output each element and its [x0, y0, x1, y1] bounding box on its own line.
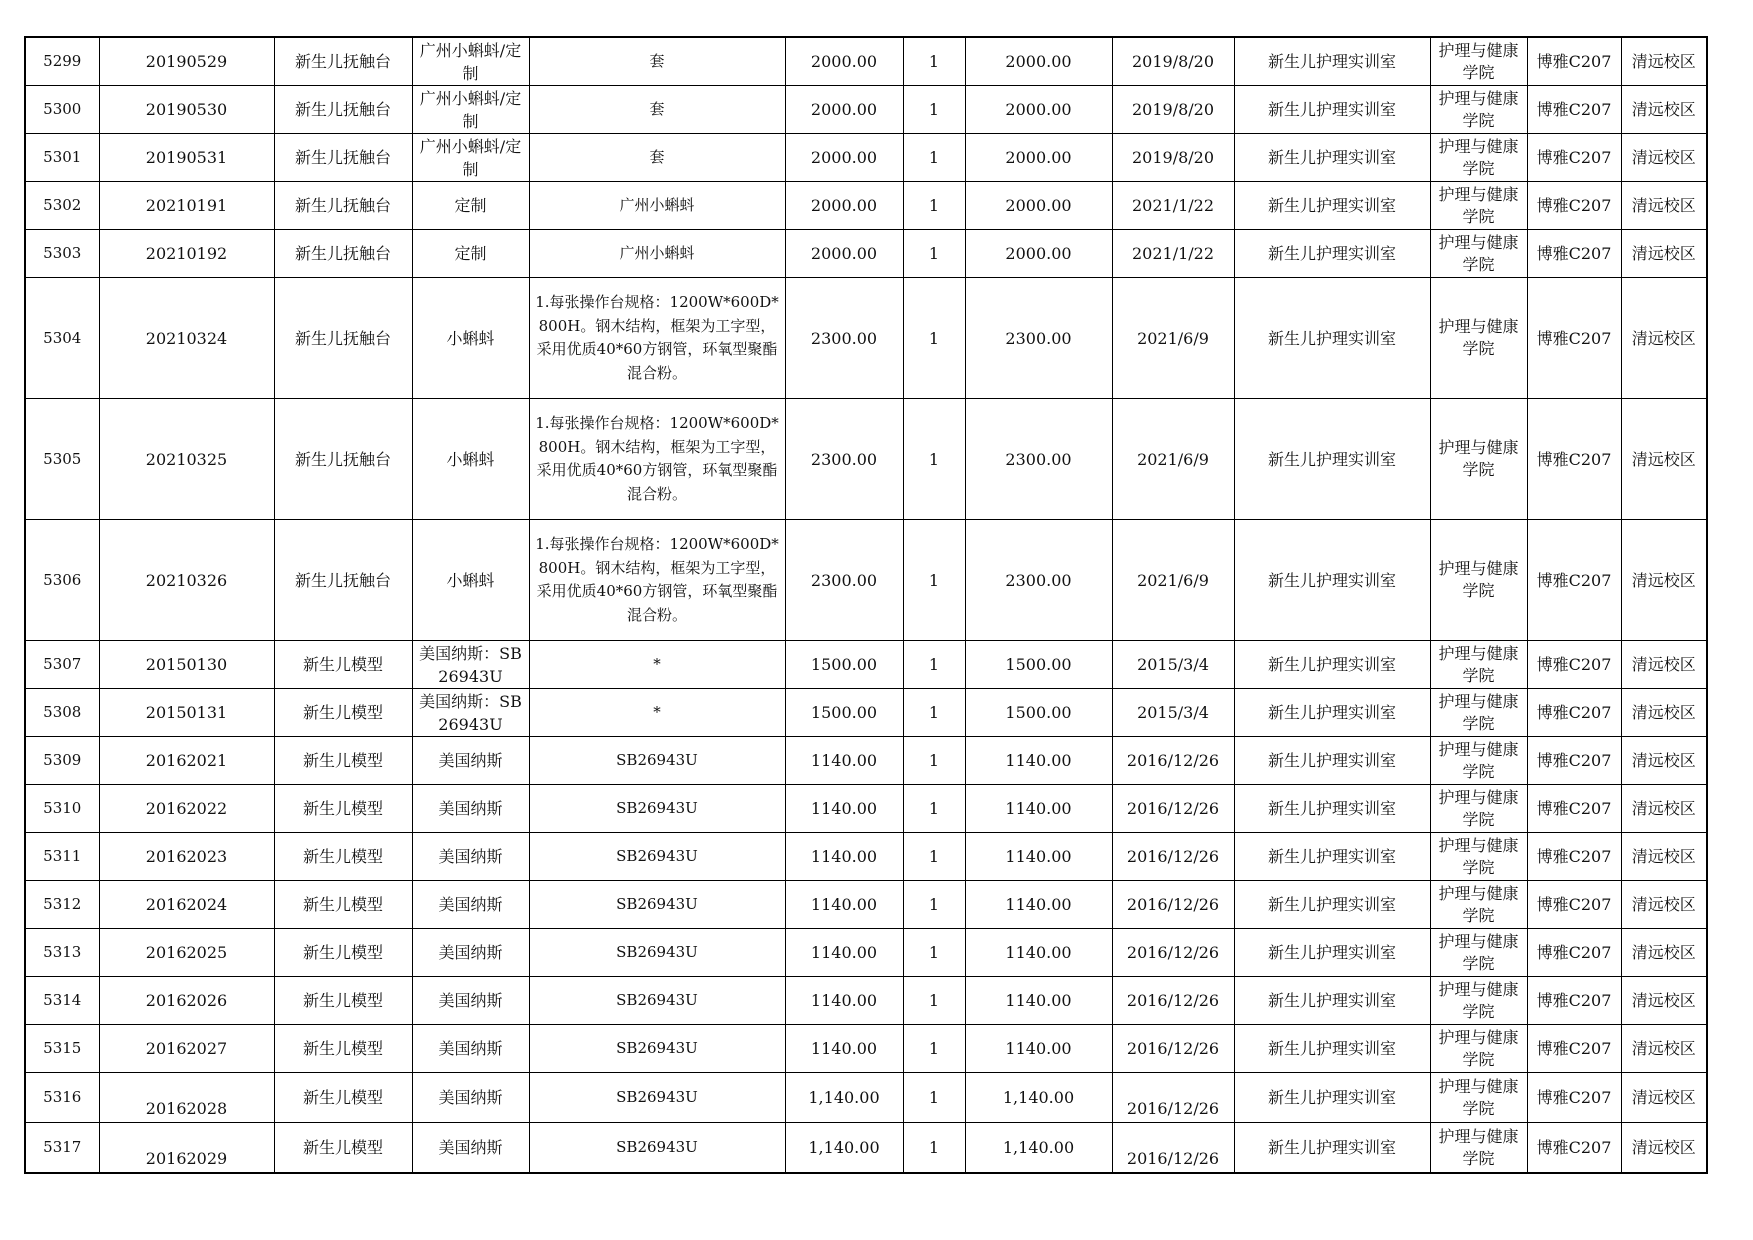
cell-name: 新生儿抚触台	[274, 399, 412, 520]
cell-asset-no: 20162029	[99, 1123, 274, 1174]
cell-lab-room: 新生儿护理实训室	[1234, 86, 1430, 134]
cell-name: 新生儿抚触台	[274, 520, 412, 641]
cell-campus: 清远校区	[1621, 1123, 1707, 1174]
cell-seq: 5309	[25, 737, 99, 785]
cell-campus: 清远校区	[1621, 977, 1707, 1025]
table-row	[25, 1073, 1707, 1123]
cell-name: 新生儿抚触台	[274, 37, 412, 86]
cell-location: 博雅C207	[1527, 134, 1621, 182]
cell-unit-price: 1140.00	[785, 881, 903, 929]
cell-lab-room: 新生儿护理实训室	[1234, 399, 1430, 520]
cell-asset-no: 20162026	[99, 977, 274, 1025]
cell-location: 博雅C207	[1527, 689, 1621, 737]
cell-lab-room: 新生儿护理实训室	[1234, 520, 1430, 641]
cell-campus: 清远校区	[1621, 182, 1707, 230]
cell-location: 博雅C207	[1527, 641, 1621, 689]
cell-quantity: 1	[903, 785, 965, 833]
cell-seq: 5317	[25, 1123, 99, 1174]
cell-purchase-date: 2019/8/20	[1112, 134, 1234, 182]
cell-quantity: 1	[903, 134, 965, 182]
cell-campus: 清远校区	[1621, 929, 1707, 977]
cell-college: 护理与健康学院	[1430, 833, 1527, 881]
cell-lab-room: 新生儿护理实训室	[1234, 737, 1430, 785]
cell-purchase-date: 2016/12/26	[1112, 737, 1234, 785]
cell-college: 护理与健康学院	[1430, 37, 1527, 86]
cell-campus: 清远校区	[1621, 399, 1707, 520]
cell-brand: 美国纳斯：SB26943U	[412, 641, 529, 689]
cell-name: 新生儿模型	[274, 737, 412, 785]
cell-unit-price: 1500.00	[785, 689, 903, 737]
cell-model-spec: SB26943U	[529, 929, 785, 977]
cell-campus: 清远校区	[1621, 833, 1707, 881]
cell-model-spec: 套	[529, 134, 785, 182]
cell-amount: 1140.00	[965, 833, 1112, 881]
cell-quantity: 1	[903, 929, 965, 977]
table-row	[25, 785, 1707, 833]
cell-name: 新生儿抚触台	[274, 86, 412, 134]
cell-quantity: 1	[903, 1123, 965, 1174]
cell-lab-room: 新生儿护理实训室	[1234, 641, 1430, 689]
cell-campus: 清远校区	[1621, 1073, 1707, 1123]
cell-name: 新生儿模型	[274, 1123, 412, 1174]
cell-purchase-date: 2016/12/26	[1112, 881, 1234, 929]
cell-brand: 广州小蝌蚪/定制	[412, 37, 529, 86]
cell-amount: 2000.00	[965, 37, 1112, 86]
cell-unit-price: 1500.00	[785, 641, 903, 689]
cell-college: 护理与健康学院	[1430, 86, 1527, 134]
cell-lab-room: 新生儿护理实训室	[1234, 1073, 1430, 1123]
cell-model-spec: SB26943U	[529, 1123, 785, 1174]
cell-name: 新生儿模型	[274, 833, 412, 881]
cell-brand: 美国纳斯	[412, 881, 529, 929]
cell-college: 护理与健康学院	[1430, 641, 1527, 689]
cell-brand: 美国纳斯	[412, 1123, 529, 1174]
cell-campus: 清远校区	[1621, 785, 1707, 833]
cell-unit-price: 1140.00	[785, 833, 903, 881]
table-row	[25, 230, 1707, 278]
cell-college: 护理与健康学院	[1430, 278, 1527, 399]
table-row	[25, 520, 1707, 641]
cell-college: 护理与健康学院	[1430, 929, 1527, 977]
cell-seq: 5313	[25, 929, 99, 977]
cell-unit-price: 2300.00	[785, 520, 903, 641]
table-row	[25, 689, 1707, 737]
cell-name: 新生儿模型	[274, 881, 412, 929]
cell-purchase-date: 2021/6/9	[1112, 520, 1234, 641]
table-row	[25, 929, 1707, 977]
table-row	[25, 737, 1707, 785]
cell-name: 新生儿模型	[274, 1025, 412, 1073]
cell-purchase-date: 2021/6/9	[1112, 278, 1234, 399]
cell-location: 博雅C207	[1527, 37, 1621, 86]
cell-asset-no: 20150130	[99, 641, 274, 689]
cell-model-spec: 广州小蝌蚪	[529, 230, 785, 278]
cell-seq: 5315	[25, 1025, 99, 1073]
table-row	[25, 641, 1707, 689]
cell-purchase-date: 2019/8/20	[1112, 37, 1234, 86]
cell-name: 新生儿抚触台	[274, 134, 412, 182]
cell-purchase-date: 2015/3/4	[1112, 641, 1234, 689]
cell-amount: 1140.00	[965, 1025, 1112, 1073]
cell-asset-no: 20210191	[99, 182, 274, 230]
cell-model-spec: 套	[529, 37, 785, 86]
cell-seq: 5308	[25, 689, 99, 737]
cell-campus: 清远校区	[1621, 1025, 1707, 1073]
cell-name: 新生儿模型	[274, 785, 412, 833]
cell-brand: 美国纳斯：SB26943U	[412, 689, 529, 737]
cell-unit-price: 1,140.00	[785, 1123, 903, 1174]
cell-seq: 5300	[25, 86, 99, 134]
cell-campus: 清远校区	[1621, 689, 1707, 737]
cell-purchase-date: 2016/12/26	[1112, 929, 1234, 977]
cell-campus: 清远校区	[1621, 86, 1707, 134]
cell-quantity: 1	[903, 182, 965, 230]
cell-model-spec: 1.每张操作台规格：1200W*600D*800H。钢木结构，框架为工字型，采用优质40*60方钢管，环氧型聚酯混合粉。	[529, 520, 785, 641]
cell-asset-no: 20190531	[99, 134, 274, 182]
cell-quantity: 1	[903, 399, 965, 520]
cell-seq: 5307	[25, 641, 99, 689]
cell-seq: 5302	[25, 182, 99, 230]
table-row	[25, 37, 1707, 86]
cell-unit-price: 1140.00	[785, 737, 903, 785]
cell-model-spec: SB26943U	[529, 1073, 785, 1123]
cell-purchase-date: 2016/12/26	[1112, 977, 1234, 1025]
cell-unit-price: 1140.00	[785, 929, 903, 977]
cell-location: 博雅C207	[1527, 278, 1621, 399]
cell-model-spec: SB26943U	[529, 833, 785, 881]
cell-brand: 美国纳斯	[412, 785, 529, 833]
cell-amount: 2000.00	[965, 182, 1112, 230]
cell-unit-price: 2300.00	[785, 278, 903, 399]
cell-unit-price: 2000.00	[785, 134, 903, 182]
cell-location: 博雅C207	[1527, 929, 1621, 977]
cell-seq: 5312	[25, 881, 99, 929]
cell-seq: 5305	[25, 399, 99, 520]
cell-lab-room: 新生儿护理实训室	[1234, 785, 1430, 833]
cell-amount: 1140.00	[965, 737, 1112, 785]
cell-amount: 1140.00	[965, 785, 1112, 833]
table-body	[25, 37, 1707, 1173]
cell-purchase-date: 2019/8/20	[1112, 86, 1234, 134]
cell-location: 博雅C207	[1527, 1123, 1621, 1174]
cell-quantity: 1	[903, 520, 965, 641]
cell-name: 新生儿模型	[274, 689, 412, 737]
cell-amount: 1140.00	[965, 977, 1112, 1025]
cell-quantity: 1	[903, 37, 965, 86]
cell-location: 博雅C207	[1527, 86, 1621, 134]
cell-unit-price: 1140.00	[785, 977, 903, 1025]
cell-location: 博雅C207	[1527, 737, 1621, 785]
cell-college: 护理与健康学院	[1430, 1123, 1527, 1174]
cell-unit-price: 1140.00	[785, 1025, 903, 1073]
cell-college: 护理与健康学院	[1430, 182, 1527, 230]
cell-lab-room: 新生儿护理实训室	[1234, 134, 1430, 182]
cell-amount: 2300.00	[965, 399, 1112, 520]
cell-model-spec: 1.每张操作台规格：1200W*600D*800H。钢木结构，框架为工字型，采用优质40*60方钢管，环氧型聚酯混合粉。	[529, 278, 785, 399]
cell-purchase-date: 2016/12/26	[1112, 785, 1234, 833]
cell-model-spec: SB26943U	[529, 785, 785, 833]
cell-unit-price: 1140.00	[785, 785, 903, 833]
cell-brand: 广州小蝌蚪/定制	[412, 134, 529, 182]
cell-college: 护理与健康学院	[1430, 134, 1527, 182]
cell-brand: 小蝌蚪	[412, 399, 529, 520]
cell-seq: 5301	[25, 134, 99, 182]
cell-quantity: 1	[903, 737, 965, 785]
cell-location: 博雅C207	[1527, 520, 1621, 641]
cell-unit-price: 1,140.00	[785, 1073, 903, 1123]
cell-purchase-date: 2016/12/26	[1112, 833, 1234, 881]
table-row	[25, 881, 1707, 929]
table-row	[25, 86, 1707, 134]
cell-college: 护理与健康学院	[1430, 737, 1527, 785]
cell-brand: 小蝌蚪	[412, 278, 529, 399]
cell-model-spec: *	[529, 689, 785, 737]
cell-lab-room: 新生儿护理实训室	[1234, 977, 1430, 1025]
cell-quantity: 1	[903, 977, 965, 1025]
cell-brand: 美国纳斯	[412, 833, 529, 881]
cell-lab-room: 新生儿护理实训室	[1234, 182, 1430, 230]
cell-seq: 5303	[25, 230, 99, 278]
cell-lab-room: 新生儿护理实训室	[1234, 881, 1430, 929]
asset-table	[24, 36, 1708, 1174]
cell-seq: 5310	[25, 785, 99, 833]
table-row	[25, 182, 1707, 230]
cell-location: 博雅C207	[1527, 881, 1621, 929]
cell-asset-no: 20190529	[99, 37, 274, 86]
cell-location: 博雅C207	[1527, 182, 1621, 230]
table-row	[25, 833, 1707, 881]
cell-lab-room: 新生儿护理实训室	[1234, 37, 1430, 86]
cell-seq: 5311	[25, 833, 99, 881]
cell-campus: 清远校区	[1621, 641, 1707, 689]
cell-location: 博雅C207	[1527, 1073, 1621, 1123]
cell-quantity: 1	[903, 1073, 965, 1123]
cell-name: 新生儿模型	[274, 641, 412, 689]
cell-purchase-date: 2021/6/9	[1112, 399, 1234, 520]
cell-campus: 清远校区	[1621, 230, 1707, 278]
cell-model-spec: 广州小蝌蚪	[529, 182, 785, 230]
cell-college: 护理与健康学院	[1430, 230, 1527, 278]
cell-asset-no: 20162022	[99, 785, 274, 833]
cell-seq: 5299	[25, 37, 99, 86]
cell-purchase-date: 2021/1/22	[1112, 182, 1234, 230]
cell-lab-room: 新生儿护理实训室	[1234, 1025, 1430, 1073]
table-row	[25, 399, 1707, 520]
cell-seq: 5314	[25, 977, 99, 1025]
cell-asset-no: 20162021	[99, 737, 274, 785]
table-row	[25, 977, 1707, 1025]
cell-brand: 广州小蝌蚪/定制	[412, 86, 529, 134]
cell-location: 博雅C207	[1527, 785, 1621, 833]
cell-asset-no: 20162024	[99, 881, 274, 929]
cell-campus: 清远校区	[1621, 278, 1707, 399]
cell-lab-room: 新生儿护理实训室	[1234, 230, 1430, 278]
cell-brand: 美国纳斯	[412, 1073, 529, 1123]
cell-model-spec: SB26943U	[529, 977, 785, 1025]
cell-brand: 美国纳斯	[412, 1025, 529, 1073]
table-row	[25, 278, 1707, 399]
cell-campus: 清远校区	[1621, 737, 1707, 785]
cell-quantity: 1	[903, 689, 965, 737]
cell-asset-no: 20210325	[99, 399, 274, 520]
cell-college: 护理与健康学院	[1430, 1025, 1527, 1073]
cell-name: 新生儿模型	[274, 977, 412, 1025]
cell-lab-room: 新生儿护理实训室	[1234, 833, 1430, 881]
cell-college: 护理与健康学院	[1430, 881, 1527, 929]
cell-name: 新生儿抚触台	[274, 278, 412, 399]
cell-lab-room: 新生儿护理实训室	[1234, 1123, 1430, 1174]
cell-asset-no: 20190530	[99, 86, 274, 134]
cell-college: 护理与健康学院	[1430, 520, 1527, 641]
table-row	[25, 1123, 1707, 1174]
cell-campus: 清远校区	[1621, 37, 1707, 86]
cell-amount: 1,140.00	[965, 1073, 1112, 1123]
cell-location: 博雅C207	[1527, 833, 1621, 881]
cell-quantity: 1	[903, 86, 965, 134]
cell-asset-no: 20210326	[99, 520, 274, 641]
cell-brand: 美国纳斯	[412, 977, 529, 1025]
cell-location: 博雅C207	[1527, 230, 1621, 278]
cell-name: 新生儿抚触台	[274, 230, 412, 278]
cell-campus: 清远校区	[1621, 134, 1707, 182]
cell-quantity: 1	[903, 1025, 965, 1073]
cell-model-spec: 1.每张操作台规格：1200W*600D*800H。钢木结构，框架为工字型，采用优质40*60方钢管，环氧型聚酯混合粉。	[529, 399, 785, 520]
cell-location: 博雅C207	[1527, 399, 1621, 520]
cell-brand: 定制	[412, 230, 529, 278]
cell-college: 护理与健康学院	[1430, 977, 1527, 1025]
cell-quantity: 1	[903, 641, 965, 689]
cell-asset-no: 20162025	[99, 929, 274, 977]
cell-name: 新生儿抚触台	[274, 182, 412, 230]
cell-name: 新生儿模型	[274, 929, 412, 977]
cell-purchase-date: 2021/1/22	[1112, 230, 1234, 278]
cell-purchase-date: 2015/3/4	[1112, 689, 1234, 737]
cell-lab-room: 新生儿护理实训室	[1234, 278, 1430, 399]
cell-amount: 2000.00	[965, 230, 1112, 278]
cell-location: 博雅C207	[1527, 1025, 1621, 1073]
cell-amount: 2300.00	[965, 278, 1112, 399]
cell-amount: 2000.00	[965, 86, 1112, 134]
cell-model-spec: SB26943U	[529, 737, 785, 785]
cell-college: 护理与健康学院	[1430, 689, 1527, 737]
cell-unit-price: 2000.00	[785, 230, 903, 278]
cell-lab-room: 新生儿护理实训室	[1234, 689, 1430, 737]
cell-amount: 1140.00	[965, 881, 1112, 929]
cell-quantity: 1	[903, 833, 965, 881]
cell-unit-price: 2000.00	[785, 37, 903, 86]
cell-brand: 美国纳斯	[412, 929, 529, 977]
cell-brand: 小蝌蚪	[412, 520, 529, 641]
table-row	[25, 134, 1707, 182]
cell-unit-price: 2000.00	[785, 86, 903, 134]
cell-college: 护理与健康学院	[1430, 1073, 1527, 1123]
cell-asset-no: 20162027	[99, 1025, 274, 1073]
cell-quantity: 1	[903, 278, 965, 399]
cell-lab-room: 新生儿护理实训室	[1234, 929, 1430, 977]
cell-seq: 5306	[25, 520, 99, 641]
cell-brand: 定制	[412, 182, 529, 230]
cell-asset-no: 20150131	[99, 689, 274, 737]
cell-amount: 2000.00	[965, 134, 1112, 182]
cell-amount: 1140.00	[965, 929, 1112, 977]
cell-asset-no: 20210324	[99, 278, 274, 399]
cell-seq: 5304	[25, 278, 99, 399]
cell-college: 护理与健康学院	[1430, 399, 1527, 520]
cell-college: 护理与健康学院	[1430, 785, 1527, 833]
cell-asset-no: 20162023	[99, 833, 274, 881]
cell-amount: 1500.00	[965, 641, 1112, 689]
cell-amount: 1,140.00	[965, 1123, 1112, 1174]
cell-model-spec: SB26943U	[529, 881, 785, 929]
cell-unit-price: 2300.00	[785, 399, 903, 520]
cell-model-spec: 套	[529, 86, 785, 134]
cell-quantity: 1	[903, 881, 965, 929]
cell-model-spec: SB26943U	[529, 1025, 785, 1073]
cell-purchase-date: 2016/12/26	[1112, 1073, 1234, 1123]
table-row	[25, 1025, 1707, 1073]
cell-brand: 美国纳斯	[412, 737, 529, 785]
cell-campus: 清远校区	[1621, 520, 1707, 641]
cell-location: 博雅C207	[1527, 977, 1621, 1025]
cell-purchase-date: 2016/12/26	[1112, 1123, 1234, 1174]
cell-asset-no: 20162028	[99, 1073, 274, 1123]
cell-asset-no: 20210192	[99, 230, 274, 278]
cell-name: 新生儿模型	[274, 1073, 412, 1123]
cell-campus: 清远校区	[1621, 881, 1707, 929]
cell-amount: 1500.00	[965, 689, 1112, 737]
cell-amount: 2300.00	[965, 520, 1112, 641]
cell-unit-price: 2000.00	[785, 182, 903, 230]
cell-seq: 5316	[25, 1073, 99, 1123]
cell-model-spec: *	[529, 641, 785, 689]
cell-quantity: 1	[903, 230, 965, 278]
cell-purchase-date: 2016/12/26	[1112, 1025, 1234, 1073]
